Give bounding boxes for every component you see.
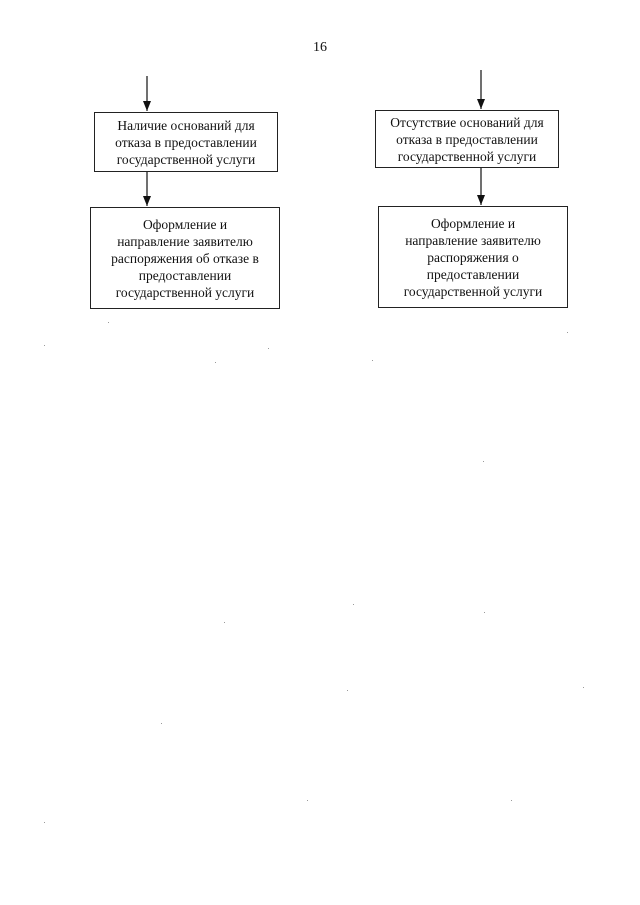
scan-speck: [307, 800, 308, 801]
scan-speck: [224, 622, 225, 623]
page-number: 16: [313, 40, 327, 55]
scan-speck: [567, 332, 568, 333]
left-result-box: [90, 207, 280, 309]
scan-speck: [44, 822, 45, 823]
scan-speck: [372, 360, 373, 361]
right-result-line-5: государственной услуги: [403, 283, 543, 299]
right-result-line-4: предоставлении: [426, 266, 520, 282]
left-condition-line-3: государственной услуги: [116, 151, 256, 167]
scan-speck: [583, 687, 584, 688]
right-condition-box: [375, 110, 559, 168]
scan-speck: [268, 348, 269, 349]
right-result-line-1: Оформление и: [430, 215, 516, 231]
right-result-line-2: направление заявителю: [405, 232, 541, 248]
scan-speck: [353, 604, 354, 605]
left-condition-line-2: отказа в предоставлении: [115, 134, 257, 150]
left-condition-line-1: Наличие оснований для: [117, 117, 255, 133]
left-result-line-2: направление заявителю: [117, 233, 253, 249]
right-condition-line-2: отказа в предоставлении: [396, 131, 538, 147]
right-result-box: [378, 206, 568, 308]
left-result-line-5: государственной услуги: [115, 284, 255, 300]
scan-speck: [483, 461, 484, 462]
left-condition-box: [94, 112, 278, 172]
right-condition-line-1: Отсутствие оснований для: [390, 114, 544, 130]
right-condition-line-3: государственной услуги: [397, 148, 537, 164]
scan-speck: [484, 612, 485, 613]
scan-speck: [44, 345, 45, 346]
scan-speck: [347, 690, 348, 691]
right-result-line-3: распоряжения о: [427, 249, 519, 265]
scan-speck: [108, 322, 109, 323]
scan-speck: [215, 362, 216, 363]
scan-speck: [511, 800, 512, 801]
left-result-line-1: Оформление и: [142, 216, 228, 232]
left-result-line-3: распоряжения об отказе в: [111, 250, 259, 266]
scan-speck: [161, 723, 162, 724]
left-result-line-4: предоставлении: [138, 267, 232, 283]
